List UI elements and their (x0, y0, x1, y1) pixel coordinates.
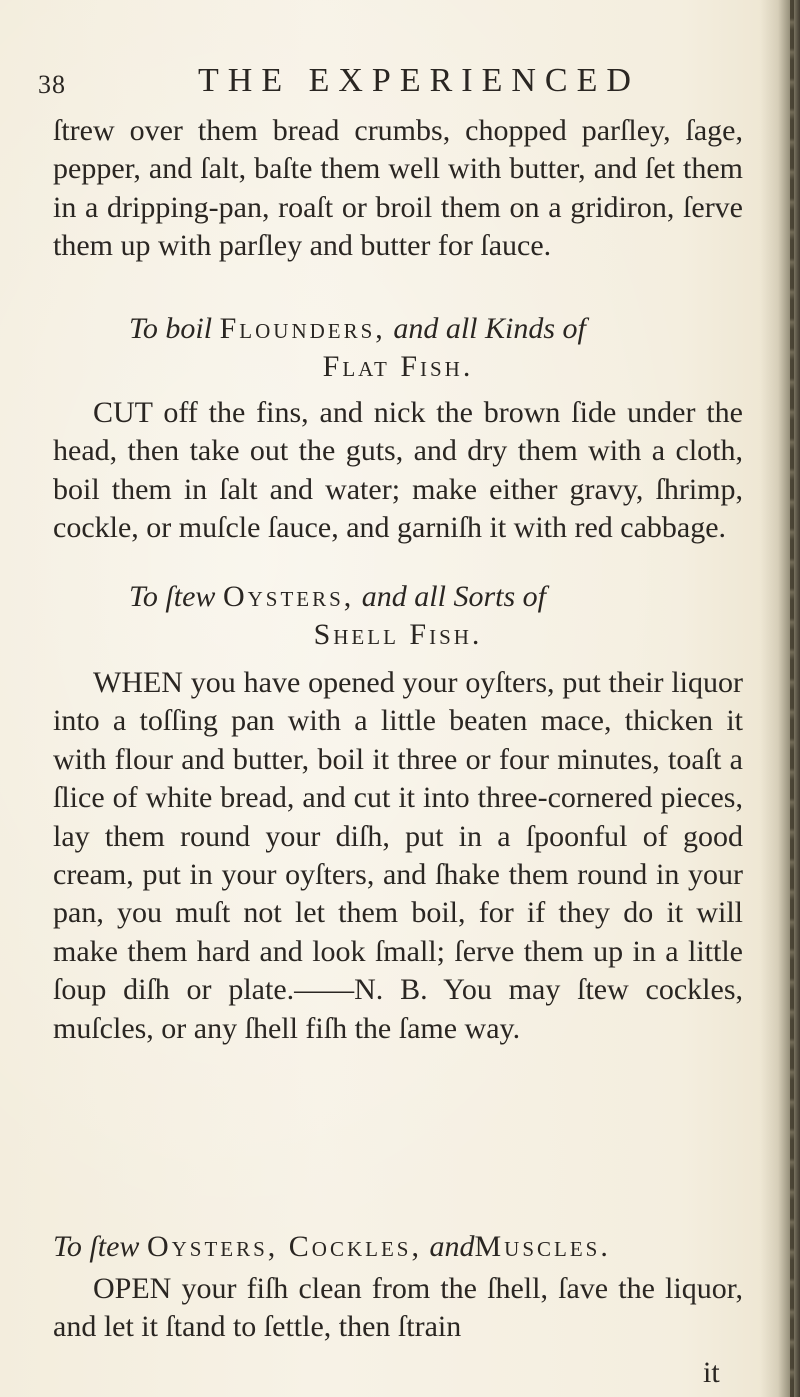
paragraph-roast-fish (53, 112, 743, 266)
heading-stew-oysters-cockles-muscles (53, 1228, 743, 1266)
paragraph-text: CUT off the fins, and nick the brown ſide under the head, then take out the guts, and dry them with a cloth, boil them in ſalt and water; make either gravy, ſhrimp, cockle, or muſcle ſauce, and garniſh it with red cabbage. (53, 396, 743, 545)
heading-stew-oysters (53, 578, 743, 654)
heading-italic: and all Kinds of (393, 312, 586, 345)
page-number: 38 (38, 70, 66, 99)
catchword: it (703, 1356, 720, 1389)
heading-smallcaps: Oysters, Cockles, (146, 1230, 422, 1263)
heading-line-2: Flat Fish. (322, 350, 474, 383)
paragraph-text: OPEN your fiſh clean from the ſhell, ſave the liquor, and let it ſtand to ſettle, then ſtrain (53, 1272, 743, 1344)
paragraph-oysters (53, 664, 743, 1048)
paragraph-text: WHEN you have opened your oyſters, put their liquor into a toſſing pan with a little beaten mace, thicken it with flour and butter, boil it three or four minutes, toaſt a ſlice of white bread, and cut it into three-cornered pieces, lay them round your diſh, put in a ſpoonful of good cream, put in your oyſters, and ſhake them round in your pan, you muſt not let them boil, for if they do it will make them hard and look ſmall; ſerve them up in a little ſoup diſh or plate.——N. B. You may ſtew cockles, muſcles, or any ſhell fiſh the ſame way. (53, 666, 743, 1045)
heading-line (53, 578, 743, 616)
paragraph-muscles (53, 1270, 743, 1347)
running-head (38, 52, 758, 102)
paragraph-flounders (53, 394, 743, 548)
heading-italic: and (429, 1230, 475, 1263)
running-title: THE EXPERIENCED (198, 62, 640, 99)
heading-smallcaps: Oysters, (222, 580, 355, 613)
page-edge-binding (790, 0, 794, 1397)
paragraph-text: ſtrew over them bread crumbs, chopped parſley, ſage, pepper, and ſalt, baſte them well with butter, and ſet them in a dripping-pan, roaſt or broil them on a gridiron, ſerve them up with parſley and butter for ſauce. (53, 114, 743, 263)
heading-line-2: Shell Fish. (313, 618, 483, 651)
heading-italic: To boil (129, 312, 213, 345)
heading-italic: To ſtew (53, 1230, 140, 1263)
page-edge-shadow (760, 0, 800, 1397)
heading-line (53, 310, 743, 348)
heading-smallcaps: Flounders, (219, 312, 386, 345)
heading-boil-flounders (53, 310, 743, 386)
heading-italic: To ſtew (129, 580, 216, 613)
heading-smallcaps: Muscles. (474, 1230, 611, 1263)
heading-italic: and all Sorts of (361, 580, 546, 613)
